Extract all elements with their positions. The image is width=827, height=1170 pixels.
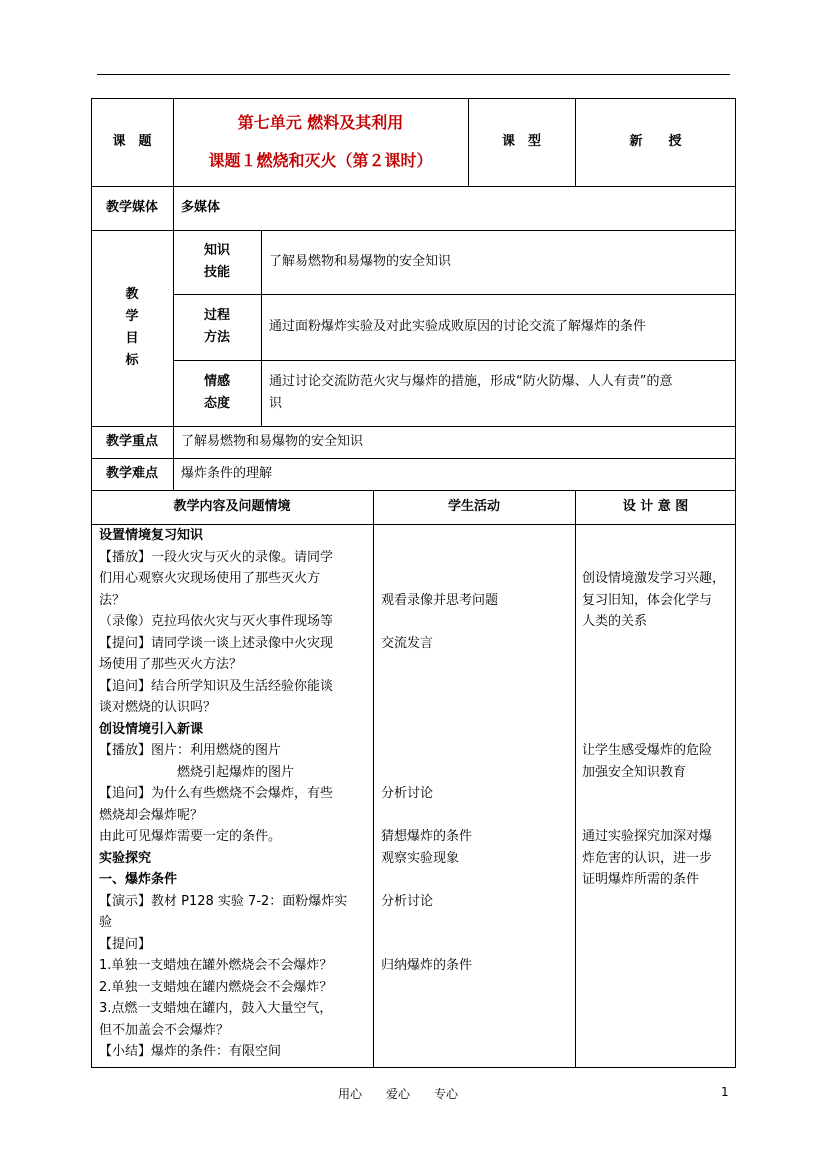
student-activity-line: 交流发言 [381,635,434,651]
content-line: 【追问】为什么有些燃烧不会爆炸，有些 [99,786,334,801]
design-intent-line: 通过实验探究加深对爆 [582,829,713,844]
content-line: 【演示】教材 P128 实验 7-2：面粉爆炸实 [99,893,348,909]
content-line: 【小结】爆炸的条件：有限空间 [99,1044,282,1059]
design-intent-line [582,805,732,827]
content-line: 燃烧引起爆炸的图片 [99,764,295,780]
content-line: 实验探究 [99,850,152,866]
content-line: 【提问】请同学谈一谈上述录像中火灾现 [99,635,334,651]
student-activity-line [381,869,571,891]
lesson-plan-table [91,98,736,1068]
content-line: 由此可见爆炸需要一定的条件。 [99,829,282,844]
design-intent-line [582,633,732,655]
lesson-label: 课 题 [112,134,152,149]
media-value: 多媒体 [181,200,221,215]
knowledge-skills-label: 知识 技能 [203,243,230,280]
student-activity-line [381,547,571,569]
content-line: （录像）克拉玛依火灾与灭火事件现场等 [99,614,334,629]
content-line: 【播放】图片：利用燃烧的图片 [99,743,282,758]
unit-title: 第七单元 燃料及其利用 [237,113,404,132]
attitude-label: 情感 态度 [203,374,230,411]
type-label: 课 型 [501,134,541,149]
student-activity-line: 归纳爆炸的条件 [381,958,473,973]
content-line: 【提问】 [99,936,152,952]
content-line: 设置情境复习知识 [99,528,204,543]
design-intent-line [582,547,732,569]
student-activity-line: 分析讨论 [381,893,434,909]
content-line: 【播放】一段火灾与灭火的录像。请同学 [99,549,334,565]
content-column-header: 教学内容及问题情境 [173,499,291,514]
student-activity-line [381,762,571,784]
objectives-label: 教 学 目 标 [125,287,139,368]
type-value: 新 授 [629,134,682,149]
lesson-title-cell [173,98,468,186]
design-intent [582,525,732,891]
content-line: 法？ [99,592,126,608]
footer-motto: 用心 爱心 专心 [338,1087,459,1101]
design-intent-line [582,783,732,805]
student-activity-line [381,611,571,633]
design-column-header: 设 计 意 图 [622,499,689,514]
design-intent-line [582,676,732,698]
design-intent-line: 加强安全知识教育 [582,764,687,780]
difficulty-value: 爆炸条件的理解 [181,466,273,481]
student-activity-line [381,912,571,934]
content-line: 场使用了那些灭火方法？ [99,657,243,672]
student-activity-line [381,719,571,741]
design-intent-line [582,525,732,547]
design-intent-line: 让学生感受爆炸的危险 [582,743,713,758]
design-intent-line: 复习旧知，体会化学与 [582,592,713,608]
page-number: 1 [721,1085,729,1099]
key-point-value: 了解易燃物和易爆物的安全知识 [181,434,364,449]
student-column-header: 学生活动 [447,499,500,514]
design-intent-line [582,697,732,719]
student-activity-line [381,654,571,676]
content-line: 谈对燃烧的认识吗？ [99,700,217,715]
content-line: 验 [99,915,113,930]
process-method-text: 通过面粉爆炸实验及对此实验成败原因的讨论交流了解爆炸的条件 [269,319,647,334]
student-activity-line [381,934,571,956]
content-line: 但不加盖会不会爆炸？ [99,1022,230,1038]
knowledge-skills-text: 了解易燃物和易爆物的安全知识 [269,254,452,269]
design-intent-line: 创设情境激发学习兴趣， [582,571,726,586]
student-activity-line [381,805,571,827]
design-intent-line: 人类的关系 [582,614,648,629]
content-line: 3.点燃一支蜡烛在罐内，鼓入大量空气， [99,1001,333,1016]
content-line: 2.单独一支蜡烛在罐内燃烧会不会爆炸？ [99,979,333,995]
difficulty-label: 教学难点 [105,466,158,481]
teaching-content [99,525,371,1063]
design-intent-line [582,719,732,741]
attitude-text: 通过讨论交流防范火灾与爆炸的措施，形成“防火防爆、人人有责”的意 识 [269,374,673,411]
top-rule [97,74,730,75]
content-line: 【追问】结合所学知识及生活经验你能谈 [99,678,334,694]
student-activity-line: 观察实验现象 [381,850,460,866]
design-intent-line: 炸危害的认识，进一步 [582,850,713,866]
key-point-label: 教学重点 [105,434,158,449]
student-activity-line: 观看录像并思考问题 [381,592,499,608]
student-activities [381,525,571,977]
student-activity-line: 猜想爆炸的条件 [381,829,473,844]
content-line: 1.单独一支蜡烛在罐外燃烧会不会爆炸？ [99,958,333,973]
content-line: 燃烧却会爆炸呢？ [99,807,204,823]
design-intent-line [582,654,732,676]
student-activity-line [381,740,571,762]
lesson-title: 课题１燃烧和灭火（第２课时） [208,151,433,170]
media-label: 教学媒体 [105,200,158,215]
design-intent-line: 证明爆炸所需的条件 [582,872,700,887]
student-activity-line [381,697,571,719]
student-activity-line [381,568,571,590]
content-line: 一、爆炸条件 [99,872,178,887]
student-activity-line [381,525,571,547]
student-activity-line [381,676,571,698]
process-method-label: 过程 方法 [203,308,230,345]
content-line: 们用心观察火灾现场使用了那些灭火方 [99,571,321,586]
content-line: 创设情境引入新课 [99,721,204,737]
student-activity-line: 分析讨论 [381,786,434,801]
